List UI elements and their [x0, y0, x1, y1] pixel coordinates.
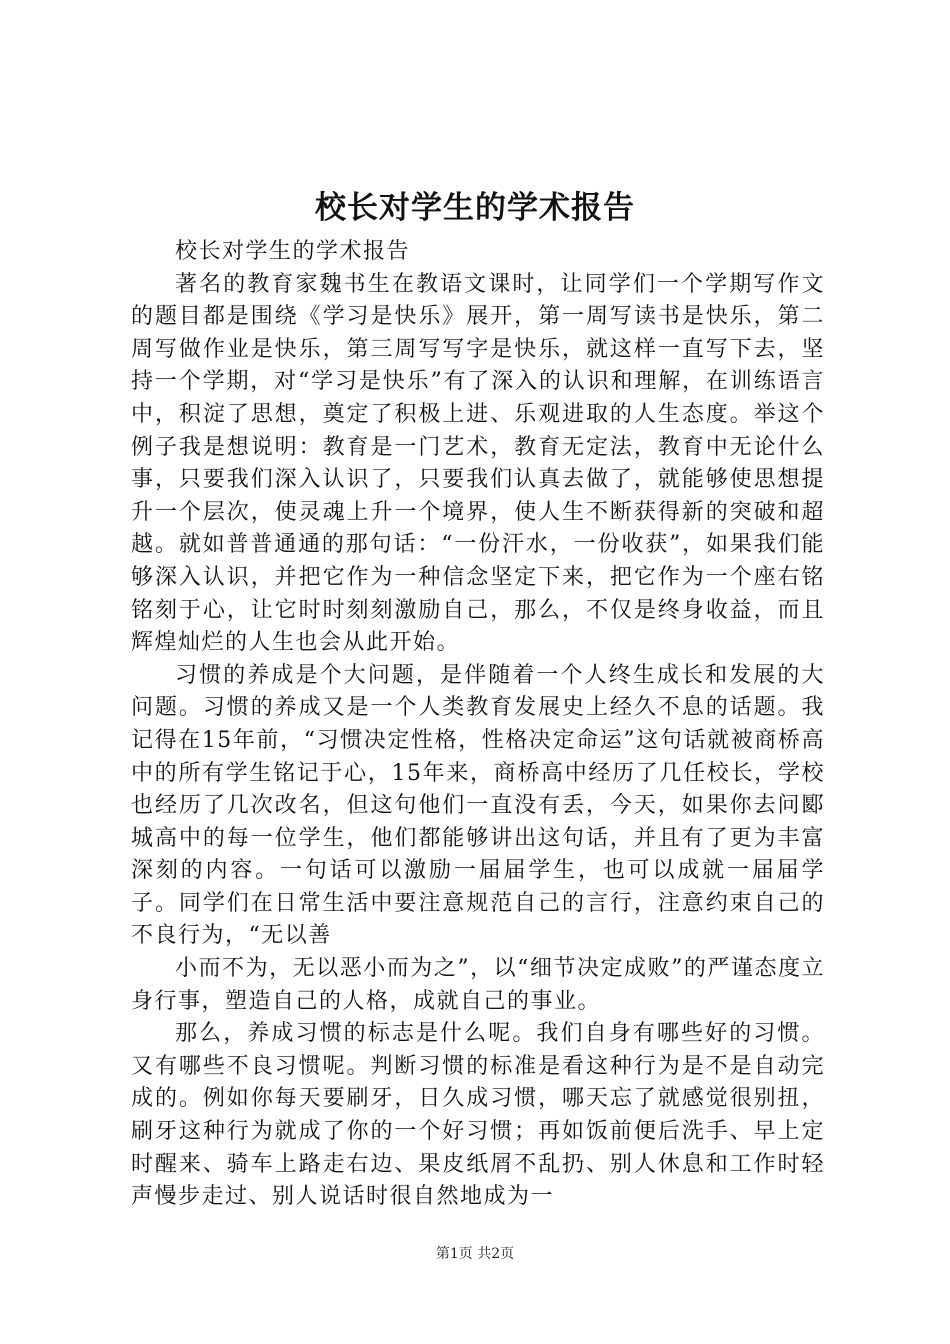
paragraph-subtitle: 校长对学生的学术报告	[175, 239, 411, 264]
page-footer: 第1页 共2页	[435, 1246, 515, 1262]
paragraph: 习惯的养成是个大问题，是伴随着一个人终生成长和发展的大问题。习惯的养成又是一个人类教育发展史上经久不息的话题。我记得在15年前，“习惯决定性格，性格决定命运”这句话就被商桥高中的所有学生铭记于心，15年来，商桥高中经历了几任校长，学校也经历了几次改名，但这句他们一直没有丢，今天，如果你去问郾城高中的每一位学生，他们都能够讲出这句话，并且有了更为丰富深刻的内容。一句话可以激励一届届学生，也可以成就一届届学子。同学们在日常生活中要注意规范自己的言行，注意约束自己的不良行为，“无以善	[131, 662, 825, 949]
document-body	[131, 236, 825, 1214]
paragraph: 著名的教育家魏书生在教语文课时，让同学们一个学期写作文的题目都是围绕《学习是快乐》展开，第一周写读书是快乐，第二周写做作业是快乐，第三周写写字是快乐，就这样一直写下去，坚持一个学期，对“学习是快乐”有了深入的认识和理解，在训练语言中，积淀了思想，奠定了积极上进、乐观进取的人生态度。举这个例子我是想说明：教育是一门艺术，教育无定法，教育中无论什么事，只要我们深入认识了，只要我们认真去做了，就能够使思想提升一个层次，使灵魂上升一个境界，使人生不断获得新的突破和超越。就如普普通通的那句话：“一份汗水，一份收获”，如果我们能够深入认识，并把它作为一种信念坚定下来，把它作为一个座右铭铭刻于心，让它时时刻刻激励自己，那么，不仅是终身收益，而且辉煌灿烂的人生也会从此开始。	[131, 271, 825, 656]
paragraph: 那么，养成习惯的标志是什么呢。我们自身有哪些好的习惯。又有哪些不良习惯呢。判断习惯的标准是看这种行为是不是自动完成的。例如你每天要刷牙，日久成习惯，哪天忘了就感觉很别扭，刷牙这种行为就成了你的一个好习惯；再如饭前便后洗手、早上定时醒来、骑车上路走右边、果皮纸屑不乱扔、别人休息和工作时轻声慢步走过、别人说话时很自然地成为一	[131, 1021, 825, 1210]
document-title: 校长对学生的学术报告	[315, 190, 635, 226]
paragraph: 小而不为，无以恶小而为之”，以“细节决定成败”的严谨态度立身行事，塑造自己的人格，成就自己的事业。	[131, 956, 825, 1014]
